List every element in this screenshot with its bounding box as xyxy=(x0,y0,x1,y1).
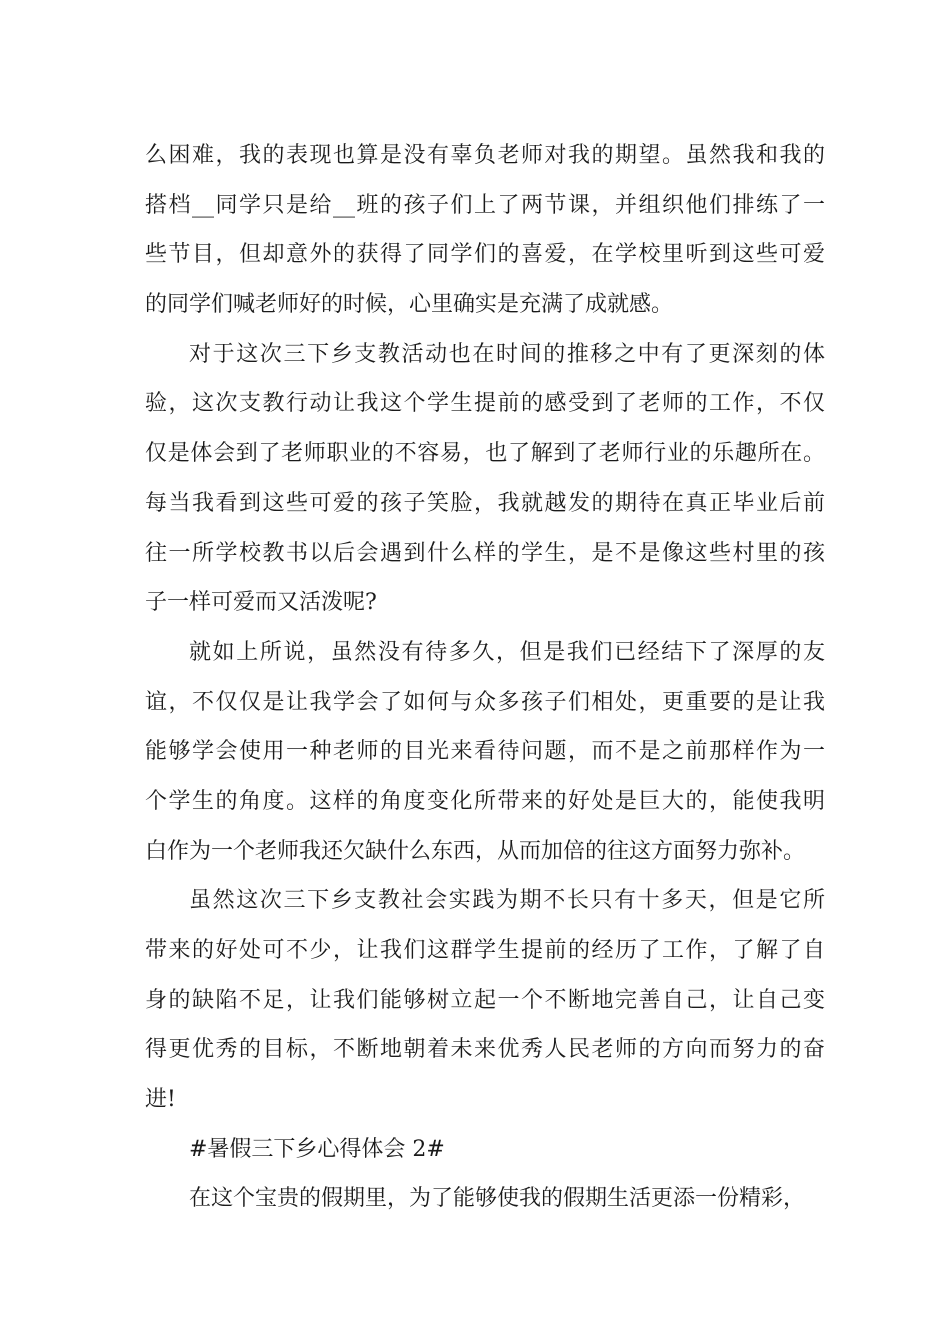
paragraph-1-line-3: 些节目，但却意外的获得了同学们的喜爱，在学校里听到这些可爱 xyxy=(145,242,825,268)
paragraph-4-line-4: 得更优秀的目标，不断地朝着未来优秀人民老师的方向而努力的奋 xyxy=(145,1037,825,1063)
paragraph-2-line-1: 对于这次三下乡支教活动也在时间的推移之中有了更深刻的体 xyxy=(189,341,825,367)
paragraph-4-line-3: 身的缺陷不足，让我们能够树立起一个不断地完善自己，让自己变 xyxy=(145,987,825,1013)
paragraph-3-line-4: 个学生的角度。这样的角度变化所带来的好处是巨大的，能使我明 xyxy=(145,788,825,814)
paragraph-4-line-2: 带来的好处可不少，让我们这群学生提前的经历了工作，了解了自 xyxy=(145,938,825,963)
paragraph-1-line-1: 么困难，我的表现也算是没有辜负老师对我的期望。虽然我和我的 xyxy=(145,143,825,168)
paragraph-2-line-3: 仅是体会到了老师职业的不容易，也了解到了老师行业的乐趣所在。 xyxy=(145,441,825,467)
paragraph-2-line-6: 子一样可爱而又活泼呢? xyxy=(145,590,377,616)
paragraph-3-line-5: 白作为一个老师我还欠缺什么东西，从而加倍的往这方面努力弥补。 xyxy=(145,838,806,864)
section-heading: #暑假三下乡心得体会 2# xyxy=(189,1136,445,1162)
paragraph-1-line-2: 搭档__同学只是给__班的孩子们上了两节课，并组织他们排练了一 xyxy=(145,192,825,218)
paragraph-6-line-1: 在这个宝贵的假期里，为了能够使我的假期生活更添一份精彩， xyxy=(189,1186,806,1212)
paragraph-2-line-5: 往一所学校教书以后会遇到什么样的学生，是不是像这些村里的孩 xyxy=(145,540,825,566)
paragraph-1-line-4: 的同学们喊老师好的时候，心里确实是充满了成就感。 xyxy=(145,292,674,318)
paragraph-3-line-1: 就如上所说，虽然没有待多久，但是我们已经结下了深厚的友 xyxy=(189,639,825,665)
paragraph-3-line-2: 谊，不仅仅是让我学会了如何与众多孩子们相处，更重要的是让我 xyxy=(145,689,825,715)
paragraph-2-line-4: 每当我看到这些可爱的孩子笑脸，我就越发的期待在真正毕业后前 xyxy=(145,490,825,516)
paragraph-4-line-1: 虽然这次三下乡支教社会实践为期不长只有十多天，但是它所 xyxy=(189,888,825,914)
paragraph-3-line-3: 能够学会使用一种老师的目光来看待问题，而不是之前那样作为一 xyxy=(145,739,825,765)
document-body xyxy=(145,131,825,1224)
paragraph-2-line-2: 验，这次支教行动让我这个学生提前的感受到了老师的工作，不仅 xyxy=(145,391,825,417)
paragraph-4-line-5: 进! xyxy=(145,1087,176,1113)
